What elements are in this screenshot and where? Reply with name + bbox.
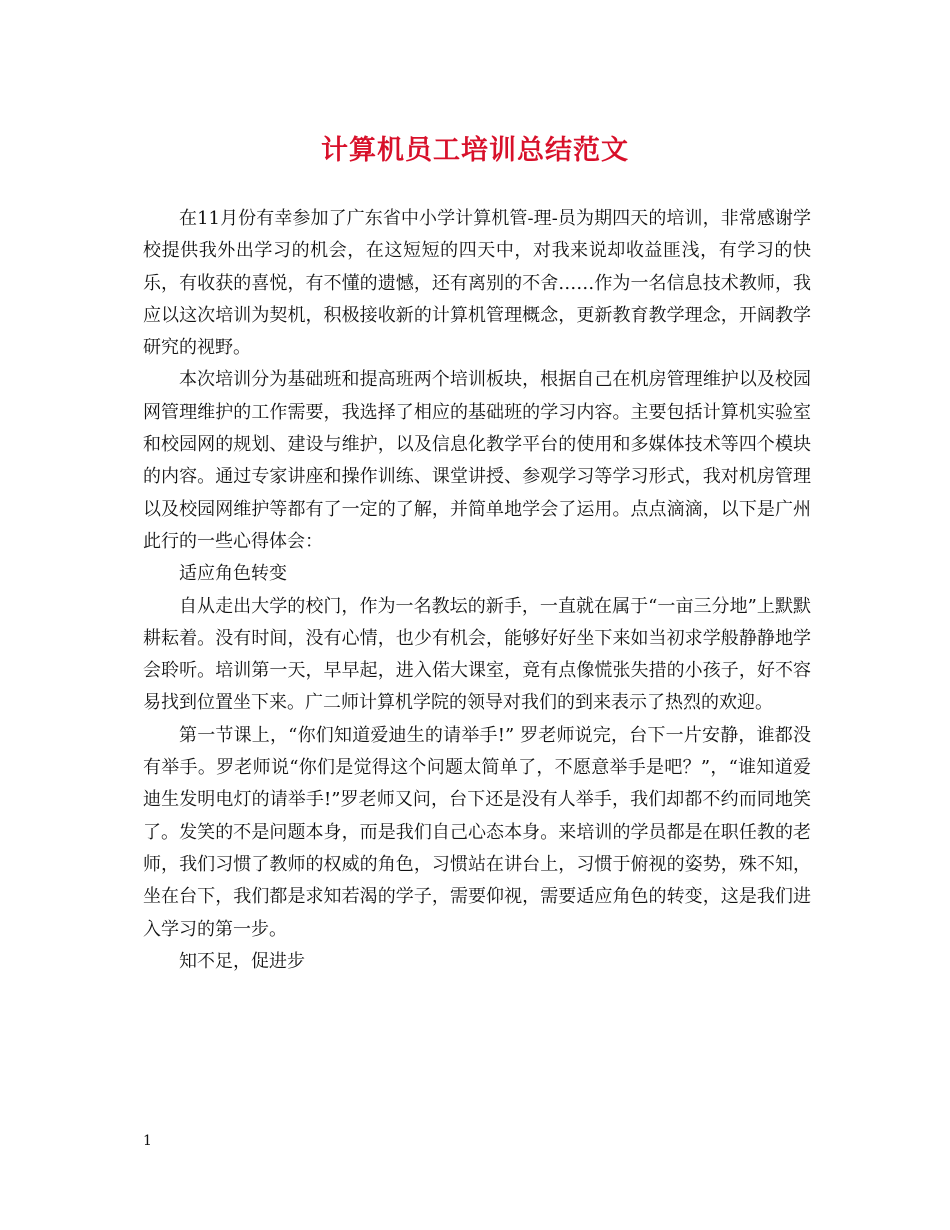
section-heading-role-change: 适应角色转变	[179, 563, 287, 585]
page-number: 1	[143, 1133, 152, 1149]
paragraph-role-change: 自从走出大学的校门，作为一名教坛的新手，一直就在属于“一亩三分地”上默默耕耘着。没有时间，没有心情，也少有机会，能够好好坐下来如当初求学般静静地学会聆听。培训第一天，早早起，进入偌大课室，竟有点像慌张失措的小孩子，好不容易找到位置坐下来。广二师计算机学院的领导对我们的到来表示了热烈的欢迎。	[143, 595, 811, 714]
paragraph-training-overview: 本次培训分为基础班和提高班两个培训板块，根据自己在机房管理维护以及校园网管理维护的工作需要，我选择了相应的基础班的学习内容。主要包括计算机实验室和校园网的规划、建设与维护，以及信息化教学平台的使用和多媒体技术等四个模块的内容。通过专家讲座和操作训练、课堂讲授、参观学习等学习形式，我对机房管理以及校园网维护等都有了一定的了解，并简单地学会了运用。点点滴滴，以下是广州此行的一些心得体会：	[143, 369, 811, 552]
section-heading-know-shortcomings: 知不足，促进步	[179, 950, 305, 972]
paragraph-intro: 在11月份有幸参加了广东省中小学计算机管-理-员为期四天的培训，非常感谢学校提供我外出学习的机会，在这短短的四天中，对我来说却收益匪浅，有学习的快乐，有收获的喜悦，有不懂的遗憾，还有离别的不舍……作为一名信息技术教师，我应以这次培训为契机，积极接收新的计算机管理概念，更新教育教学理念，开阔教学研究的视野。	[143, 208, 811, 359]
paragraph-first-lesson: 第一节课上，“你们知道爱迪生的请举手!” 罗老师说完，台下一片安静，谁都没有举手。罗老师说“你们是觉得这个问题太简单了，不愿意举手是吧？”，“谁知道爱迪生发明电灯的请举手!”罗老师又问，台下还是没有人举手，我们却都不约而同地笑了。发笑的不是问题本身，而是我们自己心态本身。来培训的学员都是在职任教的老师，我们习惯了教师的权威的角色，习惯站在讲台上，习惯于俯视的姿势，殊不知，坐在台下，我们都是求知若渴的学子，需要仰视，需要适应角色的转变，这是我们进入学习的第一步。	[143, 724, 811, 940]
document-body	[143, 203, 811, 978]
document-title: 计算机员工培训总结范文	[321, 135, 629, 166]
